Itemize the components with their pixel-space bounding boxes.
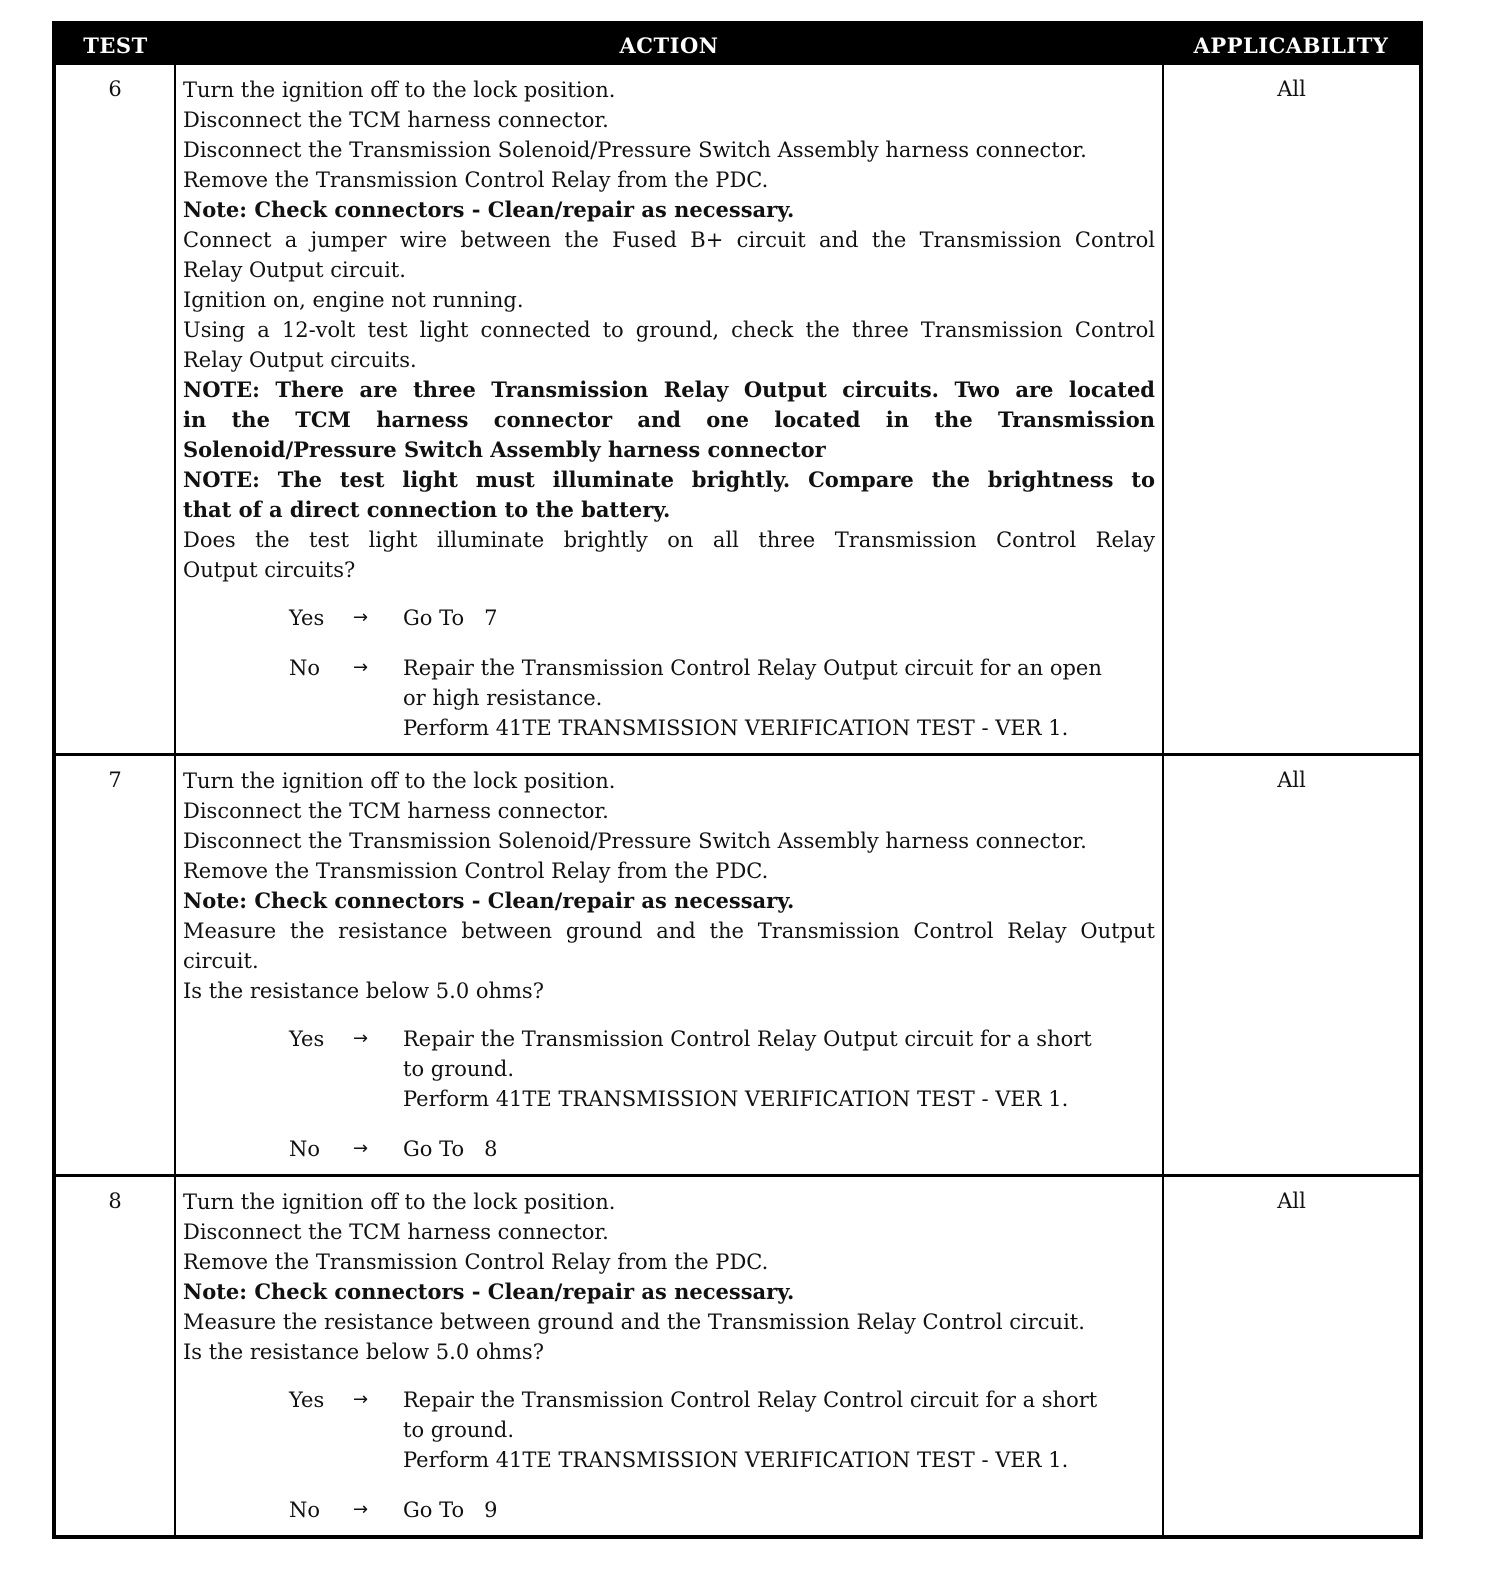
test-number: 8 [54, 1176, 175, 1538]
step: Ignition on, engine not running. [183, 288, 524, 312]
action-cell [175, 1176, 1163, 1538]
step: circuit. [183, 949, 259, 973]
step: Measure the resistance between ground and the Transmission Control Relay Output [183, 919, 1155, 943]
result-line: to ground. [403, 1418, 515, 1442]
answer-result [403, 603, 1155, 633]
result-line: Repair the Transmission Control Relay Output circuit for a short [403, 1027, 1092, 1051]
note: NOTE: The test light must illuminate brightly. Compare the brightness to [183, 467, 1155, 492]
step: Disconnect the Transmission Solenoid/Pressure Switch Assembly harness connector. [183, 829, 1087, 853]
result-line: Repair the Transmission Control Relay Output circuit for an open [403, 656, 1102, 680]
test-row-7 [54, 755, 1421, 1176]
step: Remove the Transmission Control Relay from the PDC. [183, 168, 769, 192]
header-test: TEST [54, 23, 175, 65]
question: Is the resistance below 5.0 ohms? [183, 979, 544, 1003]
arrow-right-icon: → [353, 1389, 369, 1410]
result-line: Perform 41TE TRANSMISSION VERIFICATION TEST - VER 1. [403, 716, 1069, 740]
applicability: All [1163, 755, 1421, 1176]
answer-label: Yes [289, 1027, 325, 1051]
action-cell [175, 755, 1163, 1176]
note: Solenoid/Pressure Switch Assembly harness connector [183, 437, 826, 462]
note: NOTE: There are three Transmission Relay Output circuits. Two are located [183, 377, 1155, 402]
test-number: 7 [54, 755, 175, 1176]
answer-label: No [289, 1498, 321, 1522]
step: Turn the ignition off to the lock position. [183, 769, 616, 793]
step: Relay Output circuit. [183, 258, 406, 282]
result-line: Go To 8 [403, 1137, 498, 1161]
step: Disconnect the TCM harness connector. [183, 799, 609, 823]
action-cell [175, 65, 1163, 755]
answer-result [403, 653, 1155, 743]
applicability: All [1163, 65, 1421, 755]
question: Is the resistance below 5.0 ohms? [183, 1340, 544, 1364]
result-line: Repair the Transmission Control Relay Control circuit for a short [403, 1388, 1098, 1412]
answer-yes [289, 1024, 1155, 1114]
applicability: All [1163, 1176, 1421, 1538]
note: Note: Check connectors - Clean/repair as necessary. [183, 197, 795, 222]
answer-label: Yes [289, 1388, 325, 1412]
arrow-right-icon: → [353, 607, 369, 628]
step: Remove the Transmission Control Relay from the PDC. [183, 1250, 769, 1274]
test-number: 6 [54, 65, 175, 755]
step: Turn the ignition off to the lock position. [183, 78, 616, 102]
answer-no [289, 1495, 1155, 1525]
test-row-8 [54, 1176, 1421, 1538]
question: Does the test light illuminate brightly on all three Transmission Control Relay [183, 528, 1155, 552]
step: Disconnect the Transmission Solenoid/Pressure Switch Assembly harness connector. [183, 138, 1087, 162]
answer-no [289, 653, 1155, 743]
answer-label: No [289, 656, 321, 680]
answer-result [403, 1024, 1155, 1114]
note: that of a direct connection to the battery. [183, 497, 671, 522]
header-applicability: APPLICABILITY [1163, 23, 1421, 65]
answer-no [289, 1134, 1155, 1164]
test-row-6 [54, 65, 1421, 755]
answer-result [403, 1495, 1155, 1525]
arrow-right-icon: → [353, 1028, 369, 1049]
step: Disconnect the TCM harness connector. [183, 1220, 609, 1244]
note: Note: Check connectors - Clean/repair as necessary. [183, 888, 795, 913]
note: Note: Check connectors - Clean/repair as necessary. [183, 1279, 795, 1304]
header-action: ACTION [175, 23, 1163, 65]
answer-result [403, 1134, 1155, 1164]
diagnostic-sheet [52, 21, 1419, 1539]
step: Using a 12-volt test light connected to ground, check the three Transmission Control [183, 318, 1155, 342]
question: Output circuits? [183, 558, 356, 582]
result-line: Perform 41TE TRANSMISSION VERIFICATION TEST - VER 1. [403, 1087, 1069, 1111]
answer-result [403, 1385, 1155, 1475]
header-row [54, 23, 1421, 65]
result-line: or high resistance. [403, 686, 603, 710]
result-line: Go To 7 [403, 606, 498, 630]
arrow-right-icon: → [353, 1499, 369, 1520]
arrow-right-icon: → [353, 657, 369, 678]
step: Relay Output circuits. [183, 348, 417, 372]
result-line: to ground. [403, 1057, 515, 1081]
step: Measure the resistance between ground and the Transmission Relay Control circuit. [183, 1310, 1085, 1334]
diagnostic-table [52, 21, 1423, 1539]
arrow-right-icon: → [353, 1138, 369, 1159]
note: in the TCM harness connector and one located in the Transmission [183, 407, 1155, 432]
step: Connect a jumper wire between the Fused B+ circuit and the Transmission Control [183, 228, 1155, 252]
step: Remove the Transmission Control Relay from the PDC. [183, 859, 769, 883]
answer-yes [289, 1385, 1155, 1475]
step: Turn the ignition off to the lock position. [183, 1190, 616, 1214]
result-line: Go To 9 [403, 1498, 498, 1522]
answer-label: No [289, 1137, 321, 1161]
step: Disconnect the TCM harness connector. [183, 108, 609, 132]
answer-yes [289, 603, 1155, 633]
answer-label: Yes [289, 606, 325, 630]
result-line: Perform 41TE TRANSMISSION VERIFICATION TEST - VER 1. [403, 1448, 1069, 1472]
